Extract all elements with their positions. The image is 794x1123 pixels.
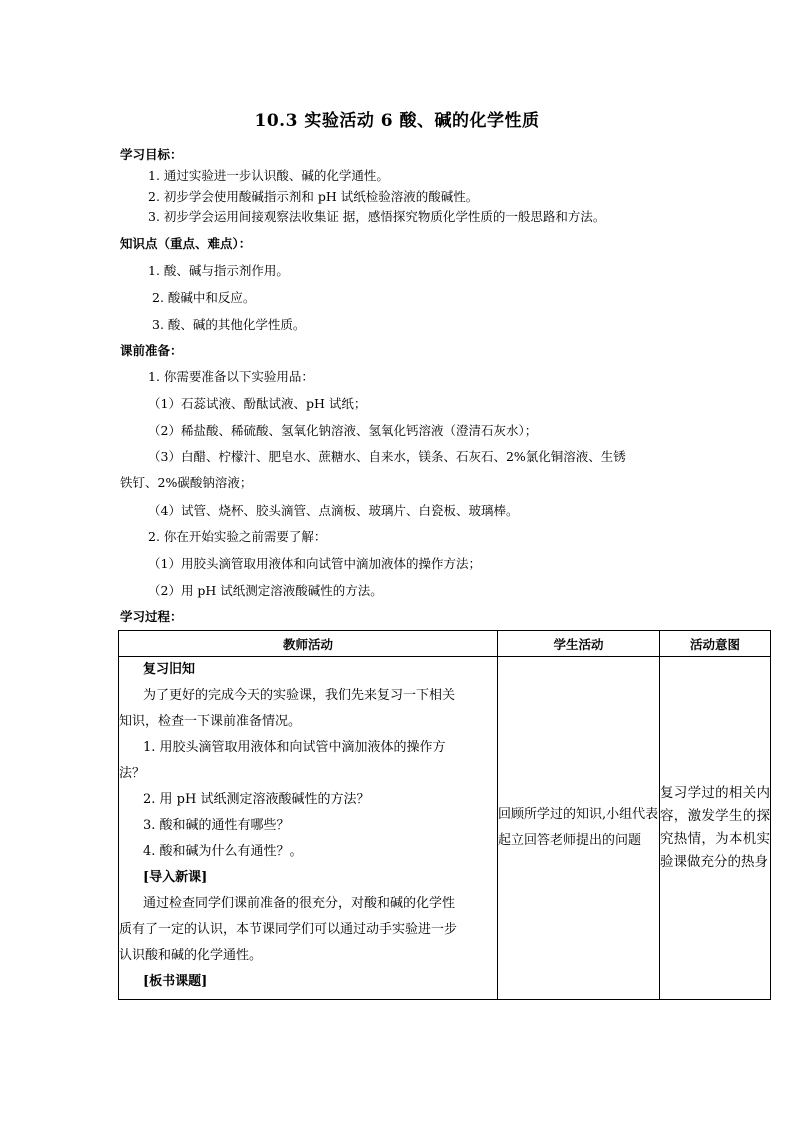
objective-item: 2. 初步学会使用酸碱指示剂和 pH 试纸检验溶液的酸碱性。	[148, 189, 479, 204]
teacher-text: 知识，检查一下课前准备情况。	[119, 714, 302, 729]
preparation-line: （1）石蕊试液、酚酞试液、pH 试纸；	[148, 396, 367, 411]
preparation-line: （4）试管、烧杯、胶头滴管、点滴板、玻璃片、白瓷板、玻璃棒。	[148, 503, 519, 518]
teacher-text: 4. 酸和碱为什么有通性？。	[143, 844, 303, 859]
knowledge-item: 3. 酸、碱的其他化学性质。	[152, 317, 306, 332]
page-title: 10.3 实验活动 6 酸、碱的化学性质	[254, 111, 540, 131]
teacher-text: 质有了一定的认识，本节课同学们可以通过动手实验进一步	[119, 922, 458, 937]
preparation-line: 铁钉、2%碳酸钠溶液；	[120, 475, 253, 490]
section-label: 复习旧知	[143, 662, 196, 677]
teacher-text: 1. 用胶头滴管取用液体和向试管中滴加液体的操作方	[143, 740, 446, 755]
table-header-row	[119, 631, 771, 657]
column-header-teacher: 教师活动	[119, 631, 498, 657]
teacher-text: 3. 酸和碱的通性有哪些？	[143, 818, 290, 833]
teacher-text: 2. 用 pH 试纸测定溶液酸碱性的方法？	[143, 792, 370, 807]
student-activity-cell: 回顾所学过的知识,小组代表起立回答老师提出的问题	[498, 657, 660, 1000]
section-label: [板书课题]	[143, 974, 208, 989]
teacher-text: 法？	[119, 766, 146, 781]
activity-intent-cell: 复习学过的相关内容，激发学生的探究热情，为本机实验课做充分的热身	[660, 657, 771, 1000]
teacher-text: 通过检查同学们课前准备的很充分，对酸和碱的化学性	[143, 896, 456, 911]
knowledge-item: 1. 酸、碱与指示剂作用。	[148, 263, 289, 278]
preparation-heading: 课前准备：	[120, 343, 183, 358]
preparation-line: （3）白醋、柠檬汁、肥皂水、蔗糖水、自来水，镁条、石灰石、2%氯化铜溶液、生锈	[148, 449, 626, 464]
teacher-text: 为了更好的完成今天的实验课，我们先来复习一下相关	[143, 688, 456, 703]
teacher-activity-cell	[119, 657, 498, 1000]
column-header-intent: 活动意图	[660, 631, 771, 657]
section-label: [导入新课]	[143, 870, 208, 885]
preparation-line: （2）稀盐酸、稀硫酸、氢氧化钠溶液、氢氧化钙溶液（澄清石灰水）；	[148, 423, 538, 438]
objectives-heading: 学习目标：	[120, 147, 183, 162]
process-heading: 学习过程：	[120, 609, 183, 624]
objective-item: 1. 通过实验进一步认识酸、碱的化学通性。	[148, 168, 389, 183]
preparation-line: 2. 你在开始实验之前需要了解：	[148, 529, 327, 544]
column-header-student: 学生活动	[498, 631, 660, 657]
lesson-plan-table	[118, 630, 771, 1000]
objective-item: 3. 初步学会运用间接观察法收集证 据，感悟探究物质化学性质的一般思路和方法。	[148, 209, 606, 224]
knowledge-item: 2. 酸碱中和反应。	[152, 290, 256, 305]
knowledge-heading: 知识点（重点、难点）：	[120, 236, 252, 251]
preparation-line: （2）用 pH 试纸测定溶液酸碱性的方法。	[148, 583, 383, 598]
teacher-text: 认识酸和碱的化学通性。	[119, 948, 263, 963]
table-row	[119, 657, 771, 1000]
preparation-line: （1）用胶头滴管取用液体和向试管中滴加液体的操作方法；	[148, 556, 481, 571]
preparation-line: 1. 你需要准备以下实验用品：	[148, 369, 314, 384]
